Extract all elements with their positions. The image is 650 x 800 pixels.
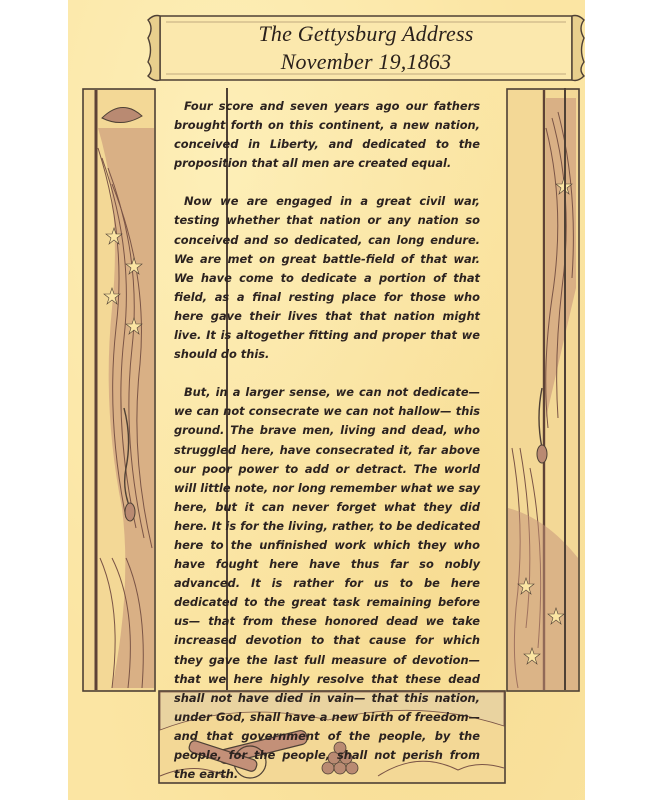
address-text: [174, 97, 480, 784]
document-date: November 19,1863: [280, 49, 452, 74]
left-flag-illustration: [82, 88, 156, 692]
document-title: The Gettysburg Address: [258, 21, 474, 46]
paragraph-3: But, in a larger sense, we can not dedicate— we can not consecrate we can not hallow— this ground. The brave men, living and dead, who struggled here, have consecrated it, far above our poor power to add or detract. The world will little note, nor long remember what we say here, but it can never forget what they did here. It is for the living, rather, to be dedicated here to the unfinished work which they who have fought here have thus far so nobly advanced. It is rather for us to be here dedicated to the great task remaining before us— that from these honored dead we take increased devotion to that cause for which they gave the last full measure of devotion— that we here highly resolve that these dead shall not have died in vain— that this nation, under God, shall have a new birth of freedom— and that government of the people, by the people, for the people, shall not perish from the earth.: [174, 385, 480, 782]
title-banner: [146, 10, 586, 86]
paragraph-2: Now we are engaged in a great civil war, testing whether that nation or any nation so conceived and so dedicated, can long endure. We are met on great battle-field of that war. We have come to dedicate a portion of that field, as a final resting place for those who here gave their lives that that nation might live. It is altogether fitting and proper that we should do this.: [174, 194, 480, 362]
paragraph-1: Four score and seven years ago our fathers brought forth on this continent, a new nation, conceived in Liberty, and dedicated to the proposition that all men are created equal.: [174, 99, 480, 171]
